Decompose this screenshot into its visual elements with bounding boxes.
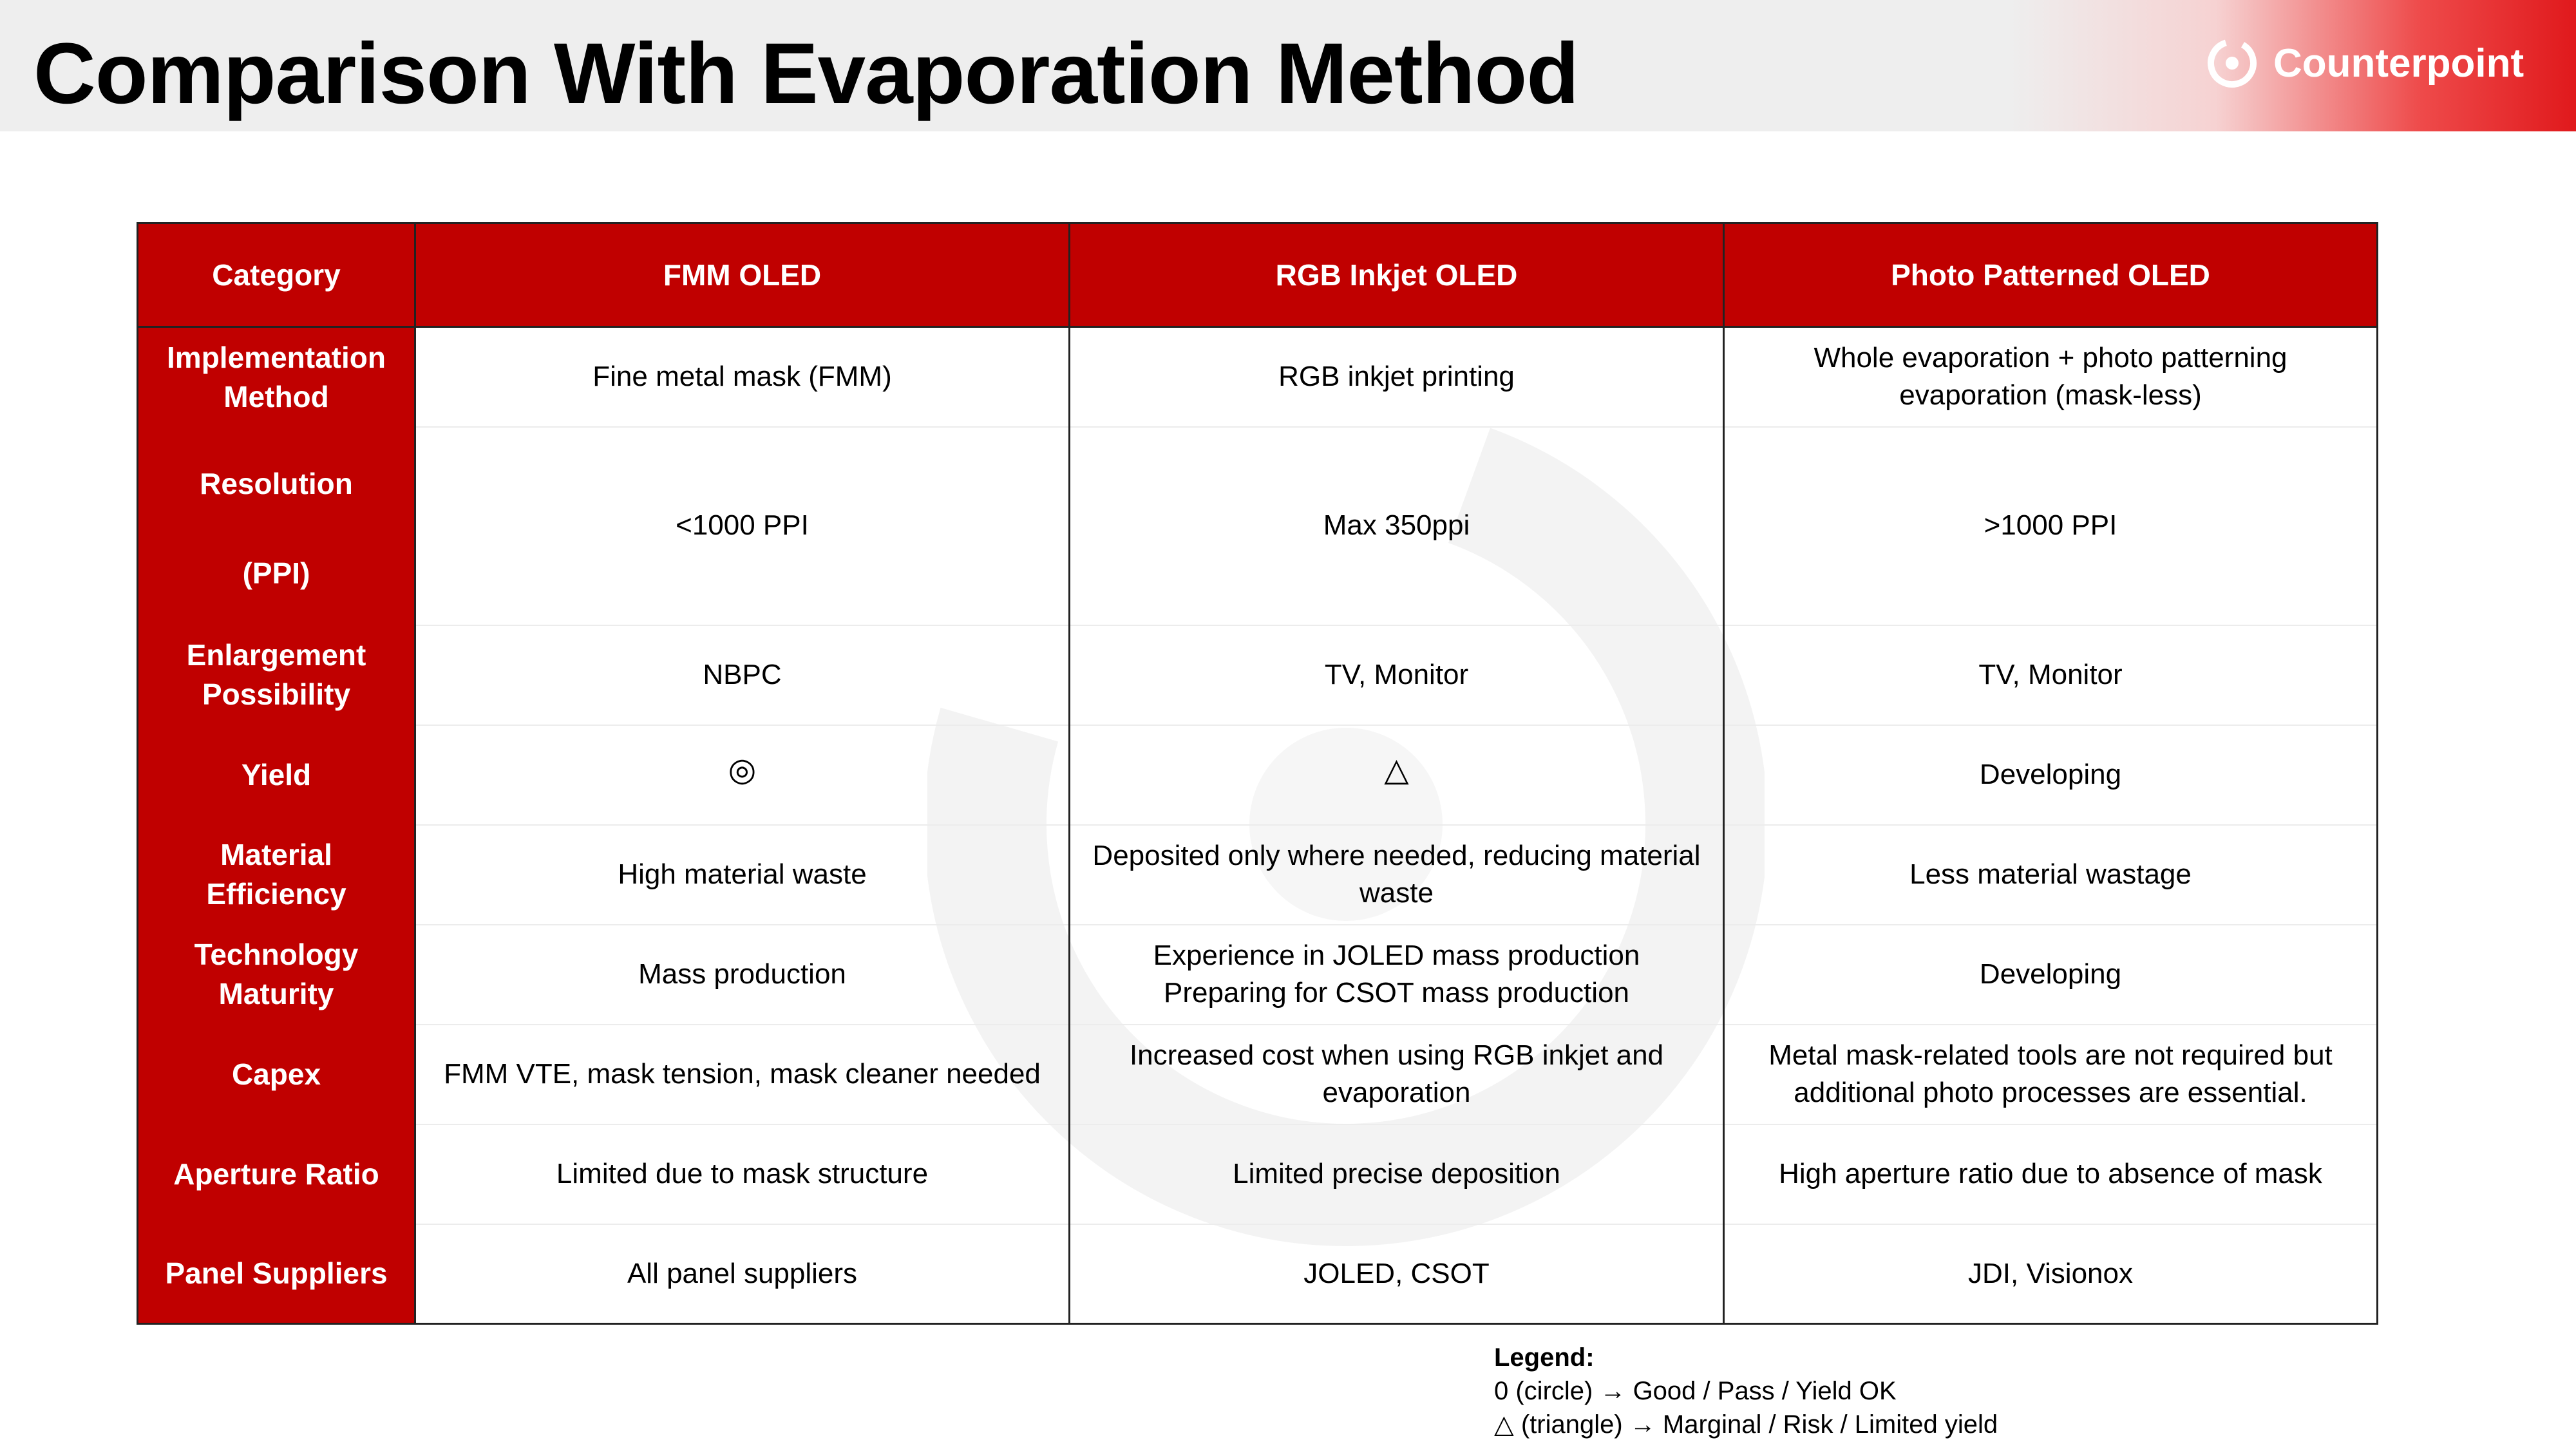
table-row bbox=[138, 825, 2378, 925]
cell-fmm bbox=[415, 725, 1070, 825]
cell-photo: >1000 PPI bbox=[1724, 427, 2378, 625]
cell-inkjet: TV, Monitor bbox=[1070, 625, 1724, 725]
row-category: Capex bbox=[138, 1025, 415, 1124]
cell-inkjet bbox=[1070, 925, 1724, 1025]
cell-fmm: High material waste bbox=[415, 825, 1070, 925]
cell-fmm: Fine metal mask (FMM) bbox=[415, 327, 1070, 427]
cell-fmm: <1000 PPI bbox=[415, 427, 1070, 625]
cell-inkjet-line: Experience in JOLED mass production bbox=[1153, 939, 1640, 971]
cell-photo: Less material wastage bbox=[1724, 825, 2378, 925]
cell-inkjet: RGB inkjet printing bbox=[1070, 327, 1724, 427]
cell-inkjet: Max 350ppi bbox=[1070, 427, 1724, 625]
legend-item: △ (triangle) → Marginal / Risk / Limited yield bbox=[1494, 1410, 1998, 1439]
table-row bbox=[138, 327, 2378, 427]
cell-inkjet-line: Preparing for CSOT mass production bbox=[1163, 977, 1630, 1009]
row-category-label: Resolution bbox=[200, 466, 353, 500]
row-category: Implementation Method bbox=[138, 327, 415, 427]
header-category: Category bbox=[138, 223, 415, 327]
cell-fmm: NBPC bbox=[415, 625, 1070, 725]
counterpoint-logo-icon bbox=[2205, 36, 2259, 90]
row-category: Yield bbox=[138, 725, 415, 825]
table-row bbox=[138, 1124, 2378, 1224]
table-row bbox=[138, 427, 2378, 625]
header-fmm-oled: FMM OLED bbox=[415, 223, 1070, 327]
legend-title: Legend: bbox=[1494, 1343, 1595, 1372]
cell-inkjet: JOLED, CSOT bbox=[1070, 1224, 1724, 1324]
row-category: Panel Suppliers bbox=[138, 1224, 415, 1324]
table-row bbox=[138, 725, 2378, 825]
cell-inkjet bbox=[1070, 725, 1724, 825]
row-category bbox=[138, 427, 415, 625]
comparison-table bbox=[137, 222, 2378, 1325]
cell-inkjet: Increased cost when using RGB inkjet and evaporation bbox=[1070, 1025, 1724, 1124]
table-row bbox=[138, 1025, 2378, 1124]
row-category-sublabel: (PPI) bbox=[242, 556, 310, 590]
double-circle-icon: ◎ bbox=[728, 752, 757, 788]
legend bbox=[1494, 1341, 1998, 1441]
header-bar bbox=[0, 0, 2576, 131]
table-row bbox=[138, 625, 2378, 725]
row-category: Aperture Ratio bbox=[138, 1124, 415, 1224]
cell-photo: Metal mask-related tools are not required but additional photo processes are essential. bbox=[1724, 1025, 2378, 1124]
cell-photo: Whole evaporation + photo patterning evaporation (mask-less) bbox=[1724, 327, 2378, 427]
cell-photo: High aperture ratio due to absence of mask bbox=[1724, 1124, 2378, 1224]
row-category: Enlargement Possibility bbox=[138, 625, 415, 725]
cell-fmm: Mass production bbox=[415, 925, 1070, 1025]
table-row bbox=[138, 925, 2378, 1025]
cell-photo: Developing bbox=[1724, 925, 2378, 1025]
cell-fmm: All panel suppliers bbox=[415, 1224, 1070, 1324]
table-row bbox=[138, 1224, 2378, 1324]
cell-photo: Developing bbox=[1724, 725, 2378, 825]
header-rgb-inkjet-oled: RGB Inkjet OLED bbox=[1070, 223, 1724, 327]
cell-photo: JDI, Visionox bbox=[1724, 1224, 2378, 1324]
brand-name: Counterpoint bbox=[2273, 41, 2524, 86]
legend-item: 0 (circle) → Good / Pass / Yield OK bbox=[1494, 1377, 1897, 1405]
cell-fmm: FMM VTE, mask tension, mask cleaner needed bbox=[415, 1025, 1070, 1124]
triangle-icon: △ bbox=[1384, 752, 1409, 788]
cell-photo: TV, Monitor bbox=[1724, 625, 2378, 725]
cell-inkjet: Deposited only where needed, reducing material waste bbox=[1070, 825, 1724, 925]
row-category: Material Efficiency bbox=[138, 825, 415, 925]
header-photo-patterned-oled: Photo Patterned OLED bbox=[1724, 223, 2378, 327]
row-category: Technology Maturity bbox=[138, 925, 415, 1025]
page-title: Comparison With Evaporation Method bbox=[33, 26, 1579, 122]
table-header-row bbox=[138, 223, 2378, 327]
cell-inkjet: Limited precise deposition bbox=[1070, 1124, 1724, 1224]
brand bbox=[2205, 31, 2524, 95]
cell-fmm: Limited due to mask structure bbox=[415, 1124, 1070, 1224]
